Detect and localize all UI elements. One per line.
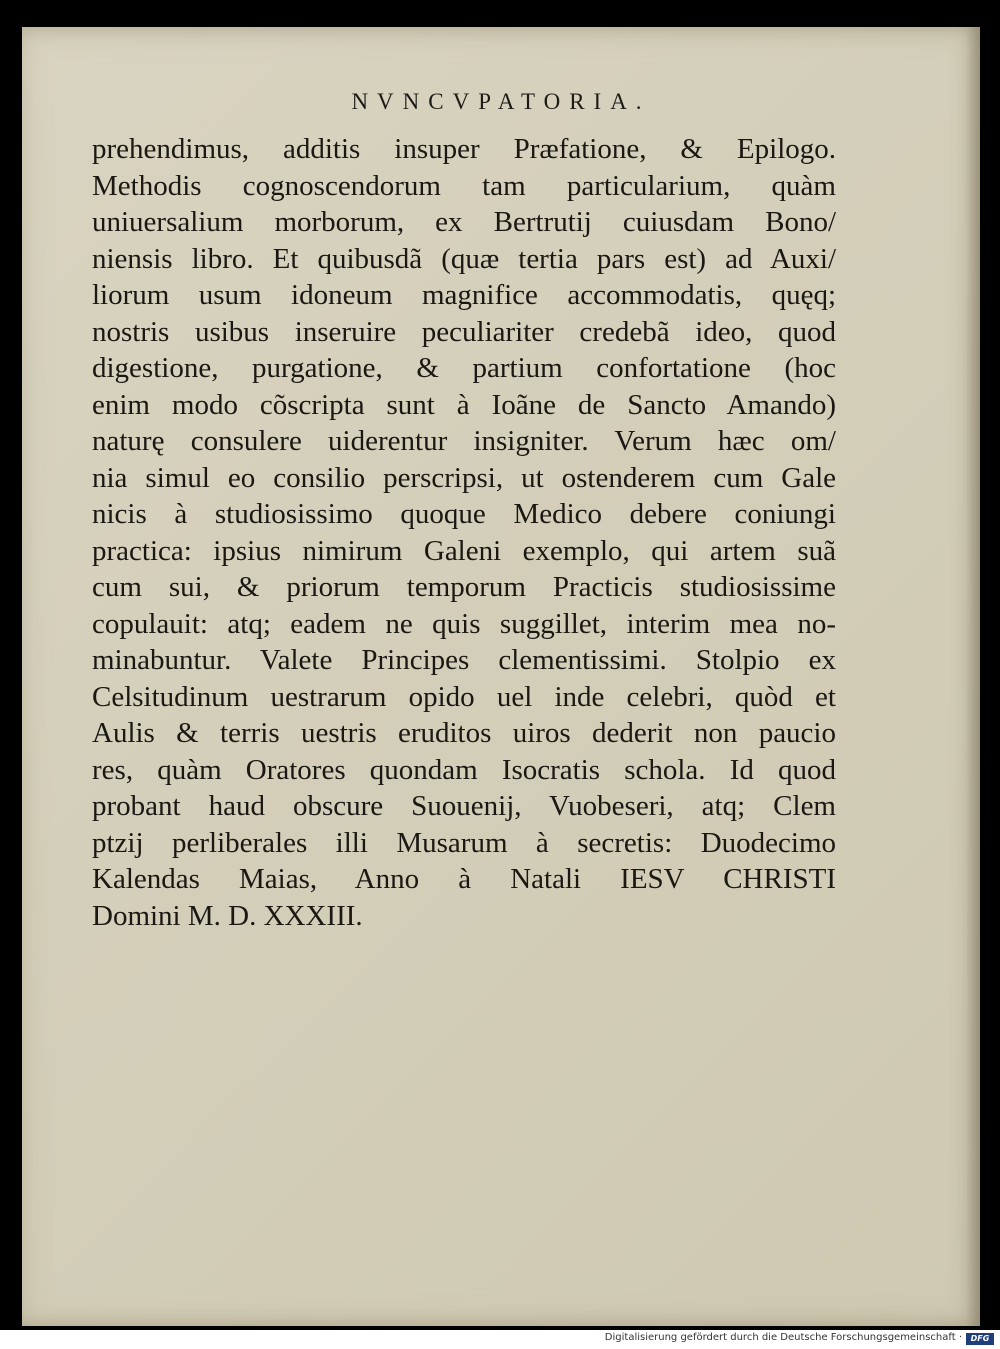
page-edge-shadow bbox=[966, 27, 980, 1326]
text-line: nicis à studiosissimo quoque Medico debere coniungi bbox=[92, 498, 836, 530]
text-line: Celsitudinum uestrarum opido uel inde celebri, quòd et bbox=[92, 680, 836, 713]
footer-credit: Digitalisierung gefördert durch die Deutsche Forschungsgemeinschaft · bbox=[604, 1332, 962, 1343]
body-text bbox=[92, 131, 836, 934]
text-line: probant haud obscure Suouenij, Vuobeseri, atq; Clem bbox=[92, 790, 836, 822]
text-line: Kalendas Maias, Anno à Natali IESV CHRISTI bbox=[92, 863, 836, 895]
text-line: practica: ipsius nimirum Galeni exemplo, qui artem suã bbox=[92, 534, 836, 567]
text-line: nostris usibus inseruire peculiariter credebã ideo, quod bbox=[92, 315, 836, 348]
text-line: minabuntur. Valete Principes clementissimi. Stolpio ex bbox=[92, 644, 836, 676]
text-line: digestione, purgatione, & partium confortatione (hoc bbox=[92, 352, 836, 384]
text-line: uniuersalium morborum, ex Bertrutij cuiusdam Bono/ bbox=[92, 206, 836, 238]
text-line: niensis libro. Et quibusdã (quæ tertia pars est) ad Auxi/ bbox=[92, 242, 836, 275]
book-page bbox=[22, 27, 980, 1326]
running-head: NVNCVPATORIA. bbox=[351, 89, 651, 114]
text-line: cum sui, & priorum temporum Practicis studiosissime bbox=[92, 571, 836, 603]
text-line: nia simul eo consilio perscripsi, ut ostenderem cum Gale bbox=[92, 461, 836, 494]
dfg-logo-icon: DFG bbox=[966, 1333, 994, 1345]
text-line: Domini M. D. XXXIII. bbox=[92, 899, 363, 932]
text-line: Methodis cognoscendorum tam particularium, quàm bbox=[92, 169, 836, 202]
text-line: naturę consulere uiderentur insigniter. Verum hæc om/ bbox=[92, 425, 836, 457]
text-line: res, quàm Oratores quondam Isocratis schola. Id quod bbox=[92, 753, 836, 786]
text-line: ptzij perliberales illi Musarum à secretis: Duodecimo bbox=[92, 826, 836, 859]
text-line: Aulis & terris uestris eruditos uiros dederit non paucio bbox=[92, 717, 836, 749]
text-line: enim modo cõscripta sunt à Ioãne de Sancto Amando) bbox=[92, 388, 836, 421]
text-line: prehendimus, additis insuper Præfatione, & Epilogo. bbox=[92, 133, 836, 165]
text-line: liorum usum idoneum magnifice accommodatis, quęq; bbox=[92, 279, 836, 311]
text-line: copulauit: atq; eadem ne quis suggillet, interim mea no- bbox=[92, 607, 836, 640]
footer-bar bbox=[0, 1330, 1000, 1349]
